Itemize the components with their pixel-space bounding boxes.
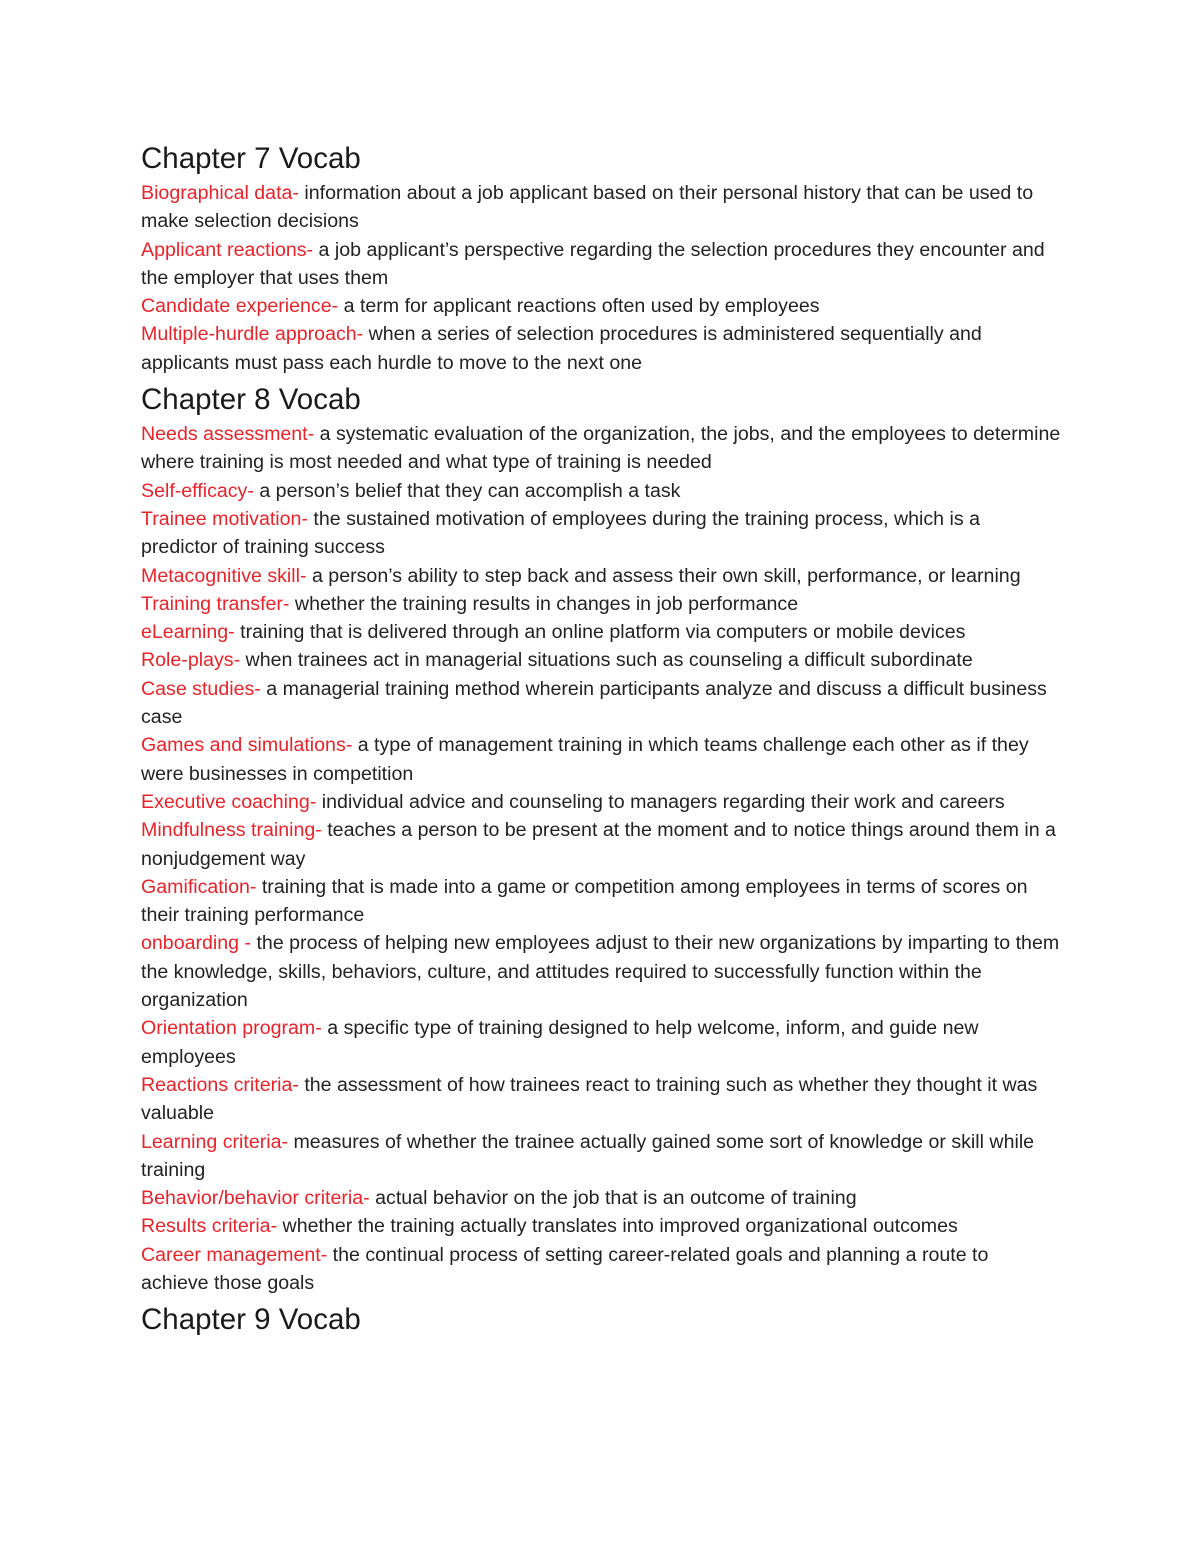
vocab-definition: individual advice and counseling to managers regarding their work and careers bbox=[316, 790, 1005, 813]
vocab-term: Behavior/behavior criteria- bbox=[141, 1187, 370, 1210]
vocab-definition: actual behavior on the job that is an outcome of training bbox=[369, 1187, 857, 1210]
vocab-definition: when trainees act in managerial situations such as counseling a difficult subordinate bbox=[240, 649, 973, 672]
vocab-term: Games and simulations- bbox=[141, 734, 353, 757]
vocab-definition: training that is delivered through an online platform via computers or mobile devices bbox=[234, 621, 966, 644]
vocab-definition: the continual process of setting career-related goals and planning a route to achieve those goals bbox=[141, 1243, 989, 1294]
vocab-term: Orientation program- bbox=[141, 1017, 322, 1040]
vocab-entry bbox=[141, 1071, 1061, 1128]
vocab-definition: whether the training actually translates into improved organizational outcomes bbox=[277, 1215, 958, 1238]
vocab-term: Executive coaching- bbox=[141, 790, 317, 813]
vocab-entry bbox=[141, 788, 1061, 816]
vocab-term: onboarding - bbox=[141, 932, 252, 955]
chapter-heading: Chapter 7 Vocab bbox=[141, 142, 361, 175]
vocab-term: Role-plays- bbox=[141, 649, 241, 672]
vocab-term: Metacognitive skill- bbox=[141, 564, 307, 587]
vocab-entry bbox=[141, 618, 1061, 646]
vocab-term: eLearning- bbox=[141, 621, 235, 644]
vocab-definition: a term for applicant reactions often used by employees bbox=[338, 295, 820, 318]
vocab-term: Case studies- bbox=[141, 677, 261, 700]
vocab-definition: a person’s ability to step back and assess their own skill, performance, or learning bbox=[306, 564, 1021, 587]
vocab-definition: the sustained motivation of employees during the training process, which is a predictor of training success bbox=[141, 507, 980, 559]
vocab-term: Applicant reactions- bbox=[141, 238, 314, 261]
vocab-term: Trainee motivation- bbox=[141, 507, 308, 530]
vocab-term: Career management- bbox=[141, 1243, 328, 1266]
vocab-term: Multiple-hurdle approach- bbox=[141, 323, 364, 346]
vocab-entry bbox=[141, 1212, 1061, 1240]
vocab-entry bbox=[141, 675, 1061, 732]
vocab-entry bbox=[141, 590, 1061, 618]
document-page bbox=[141, 139, 1061, 1340]
vocab-entry bbox=[141, 646, 1061, 674]
vocab-definition: whether the training results in changes in job performance bbox=[289, 592, 799, 615]
vocab-entry bbox=[141, 562, 1061, 590]
vocab-entry bbox=[141, 816, 1061, 873]
vocab-definition: the process of helping new employees adjust to their new organizations by imparting to them the knowledge, skills, behaviors, culture, and attitudes required to successfully function within the organization bbox=[141, 932, 1060, 1012]
vocab-entry bbox=[141, 320, 1061, 377]
vocab-definition: a type of management training in which teams challenge each other as if they were businesses in competition bbox=[141, 734, 1029, 785]
vocab-entry bbox=[141, 236, 1061, 293]
vocab-term: Learning criteria- bbox=[141, 1130, 289, 1153]
chapter-heading: Chapter 8 Vocab bbox=[141, 383, 361, 417]
vocab-term: Self-efficacy- bbox=[141, 479, 254, 502]
vocab-term: Biographical data- bbox=[141, 182, 299, 204]
vocab-term: Needs assessment- bbox=[141, 423, 315, 446]
vocab-entry bbox=[141, 1184, 1061, 1212]
vocab-term: Results criteria- bbox=[141, 1215, 278, 1238]
vocab-entry bbox=[141, 292, 1061, 320]
vocab-entry bbox=[141, 477, 1061, 505]
chapter-heading: Chapter 9 Vocab bbox=[141, 1303, 361, 1337]
vocab-entry bbox=[141, 929, 1061, 1014]
vocab-definition: a specific type of training designed to help welcome, inform, and guide new employees bbox=[141, 1017, 979, 1068]
vocab-term: Gamification- bbox=[141, 875, 257, 898]
vocab-entry bbox=[141, 505, 1061, 562]
vocab-entry bbox=[141, 420, 1061, 477]
vocab-definition: the assessment of how trainees react to training such as whether they thought it was valuable bbox=[141, 1073, 1038, 1125]
vocab-entry bbox=[141, 1241, 1061, 1298]
vocab-term: Reactions criteria- bbox=[141, 1073, 299, 1096]
vocab-term: Candidate experience- bbox=[141, 295, 339, 318]
vocab-term: Training transfer- bbox=[141, 592, 290, 615]
vocab-entry bbox=[141, 873, 1061, 930]
vocab-entry bbox=[141, 731, 1061, 788]
vocab-definition: measures of whether the trainee actually gained some sort of knowledge or skill while training bbox=[141, 1130, 1035, 1181]
vocab-definition: a systematic evaluation of the organization, the jobs, and the employees to determine where training is most needed and what type of training is needed bbox=[141, 423, 1061, 474]
vocab-definition: a managerial training method wherein participants analyze and discuss a difficult business case bbox=[141, 677, 1047, 729]
vocab-definition: when a series of selection procedures is administered sequentially and applicants must pass each hurdle to move to the next one bbox=[141, 323, 982, 374]
vocab-entry bbox=[141, 1014, 1061, 1071]
vocab-term: Mindfulness training- bbox=[141, 819, 322, 842]
vocab-definition: a person’s belief that they can accomplish a task bbox=[253, 479, 681, 502]
vocab-definition: a job applicant’s perspective regarding the selection procedures they encounter and the employer that uses them bbox=[141, 238, 1045, 289]
vocab-entry bbox=[141, 179, 1061, 236]
vocab-list bbox=[141, 420, 1061, 1297]
vocab-definition: training that is made into a game or competition among employees in terms of scores on their training performance bbox=[141, 875, 1028, 927]
vocab-definition: information about a job applicant based on their personal history that can be used to make selection decisions bbox=[141, 182, 1034, 233]
vocab-list bbox=[141, 179, 1061, 377]
vocab-entry bbox=[141, 1128, 1061, 1185]
vocab-definition: teaches a person to be present at the moment and to notice things around them in a nonjudgement way bbox=[141, 819, 1056, 870]
